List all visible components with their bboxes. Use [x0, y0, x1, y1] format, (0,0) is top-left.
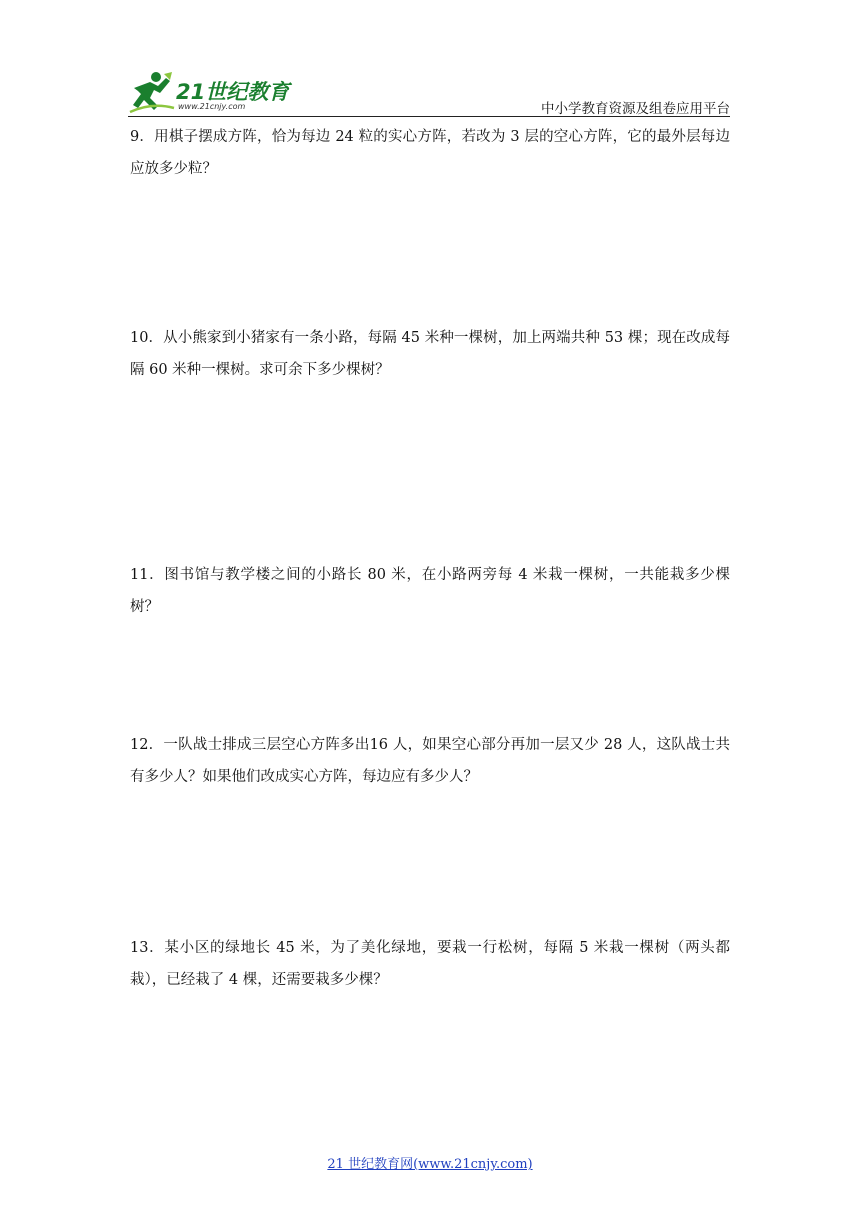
site-logo[interactable]: [128, 68, 298, 116]
question-13: 13．某小区的绿地长 45 米，为了美化绿地，要栽一行松树，每隔 5 米栽一棵树（两头都栽），已经栽了 4 棵，还需要栽多少棵？: [130, 940, 730, 988]
page-header: [128, 64, 730, 118]
platform-title: 中小学教育资源及组卷应用平台: [541, 101, 730, 117]
question-12: 12．一队战士排成三层空心方阵多出16 人，如果空心部分再加一层又少 28 人，这队战士共有多少人？如果他们改成实心方阵，每边应有多少人？: [130, 737, 730, 785]
runner-logo-icon: [128, 68, 176, 116]
question-11: 11．图书馆与教学楼之间的小路长 80 米，在小路两旁每 4 米栽一棵树，一共能栽多少棵树？: [130, 567, 730, 615]
logo-url: www.21cnjy.com: [178, 102, 246, 111]
footer-link[interactable]: 21 世纪教育网(www.21cnjy.com): [327, 1157, 533, 1172]
question-9: 9．用棋子摆成方阵，恰为每边 24 粒的实心方阵，若改为 3 层的空心方阵，它的最外层每边应放多少粒？: [130, 129, 730, 177]
header-divider: [128, 116, 730, 117]
question-10: 10．从小熊家到小猪家有一条小路，每隔 45 米种一棵树，加上两端共种 53 棵；现在改成每隔 60 米种一棵树。求可余下多少棵树？: [130, 330, 730, 378]
logo-text: 21世纪教育: [176, 80, 290, 104]
